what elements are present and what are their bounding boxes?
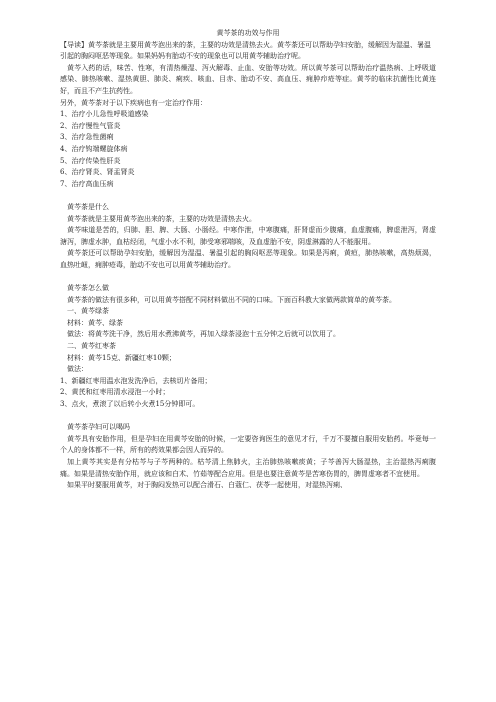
- spacer: [60, 411, 436, 423]
- document-title: 黄芩茶的功效与作用: [216, 29, 280, 37]
- paragraph-pregnancy-2: 加上黄芩其实是有分枯芩与子芩两种的。枯芩清上焦肺火，主治肺热咳嗽痰黄；子芩善泻大肠湿热，主治湿热泻痢腹痛。如果是清热安胎作用，就应该和白术、竹茹等配合应用。但是也要注意黄芩是苦寒伤胃的，脾胃虚寒者不宜使用。: [60, 457, 436, 478]
- list-item: 7、治疗高血压病: [60, 179, 114, 188]
- list-item: 1、治疗小儿急性呼吸道感染: [60, 110, 149, 119]
- paragraph-how-1: 黄芩茶的做法有很多种，可以用黄芩搭配不同材料做出不同的口味。下面百科教大家做两款简单的黄芩茶。: [67, 295, 396, 304]
- list-item: 1、新疆红枣用温水泡发洗净后，去核切片备用；: [60, 376, 212, 385]
- disease-list: [60, 109, 436, 190]
- recipe-2-title: 二、黄芩红枣茶: [67, 342, 116, 351]
- section-heading-what: 黄芩茶是什么: [67, 202, 109, 211]
- recipe-2-steps: [60, 376, 436, 411]
- section-heading-how: 黄芩茶怎么做: [67, 284, 109, 293]
- paragraph-efficacy: 黄芩入药的话，味苦、性寒，有清热燥湿、泻火解毒、止血、安胎等功效。所以黄芩茶可以帮助治疗温热病、上呼吸道感染、肺热咳嗽、湿热黄胆、肺炎、痢疾、咳血、目赤、胎动不安、高血压、痈肿疖疮等症。黄芩的临床抗菌性比黄连好，而且不产生抗药性。: [60, 63, 436, 95]
- recipe-1-materials: 材料：黄芩、绿茶: [67, 318, 123, 327]
- spacer: [60, 271, 436, 283]
- list-item: 6、治疗肾炎、肾盂肾炎: [60, 168, 135, 177]
- recipe-1-title: 一、黄芩绿茶: [67, 307, 109, 316]
- paragraph-diseases-intro: 另外，黄芩茶对于以下疾病也有一定治疗作用：: [60, 98, 207, 107]
- list-item: 3、点火，煮滚了以后转小火煮15分钟即可。: [60, 400, 200, 408]
- paragraph-pregnancy-1: 黄芩具有安胎作用，但是孕妇在用黄芩安胎的时候，一定要咨询医生的意见才行，千万不要擅自服用安胎药。毕竟每一个人的身体都不一样，所有的药效果都会因人而异的。: [60, 434, 436, 455]
- paragraph-what-2: 黄芩味道是苦的，归肺、胆、脾、大肠、小肠经。中寒作泄，中寒腹痛，肝肾虚而少腹痛，血虚腹痛，脾虚泄泻，肾虚溏泻，脾虚水肿，血枯经闭，气虚小水不利，肺受寒邪喘咳，及血虚胎不安，阴虚淋露的人不能服用。: [60, 226, 436, 246]
- spacer: [60, 190, 436, 202]
- recipe-2-materials: 材料：黄芩15克、新疆红枣10颗；: [67, 353, 176, 362]
- list-item: 3、治疗急性菌痢: [60, 133, 114, 142]
- paragraph-what-3: 黄芩茶还可以帮助孕妇安胎，缓解因为湿温、暑温引起的胸闷呕恶等现象。如果是泻痢，黄疸，肺热咳嗽，高热烦渴，血热吐衄，痈肿疮毒，胎动不安也可以用黄芩辅助治疗。: [60, 249, 436, 269]
- paragraph-what-1: 黄芩茶就是主要用黄芩泡出来的茶，主要的功效是清热去火。: [67, 214, 256, 223]
- intro-paragraph: 【导读】黄芩茶就是主要用黄芩泡出来的茶，主要的功效是清热去火。黄芩茶还可以帮助孕妇安胎，缓解因为湿温、暑温引起的胸闷呕恶等现象。如果妈妈有胎动不安的现象也可以用黄芩辅助治疗呢。: [60, 40, 431, 61]
- list-item: 4、治疗钩端螺旋体病: [60, 144, 128, 153]
- recipe-1-method: 做法：将黄芩洗干净，然后用水煮沸黄芩，再加入绿茶浸泡十五分钟之后就可以饮用了。: [67, 330, 340, 339]
- section-heading-pregnancy: 黄芩茶孕妇可以喝吗: [67, 423, 130, 432]
- document-page: [60, 28, 436, 492]
- list-item: 5、治疗传染性肝炎: [60, 156, 121, 165]
- list-item: 2、黄芪和红枣用清水浸泡一小时；: [60, 388, 170, 397]
- list-item: 2、治疗慢性气管炎: [60, 121, 121, 130]
- recipe-2-method-label: 做法：: [67, 365, 88, 374]
- paragraph-pregnancy-3: 如果平时要服用黄芩，对于胸闷发热可以配合滑石、白蔻仁、茯苓一起使用，对湿热泻痢、: [67, 481, 347, 490]
